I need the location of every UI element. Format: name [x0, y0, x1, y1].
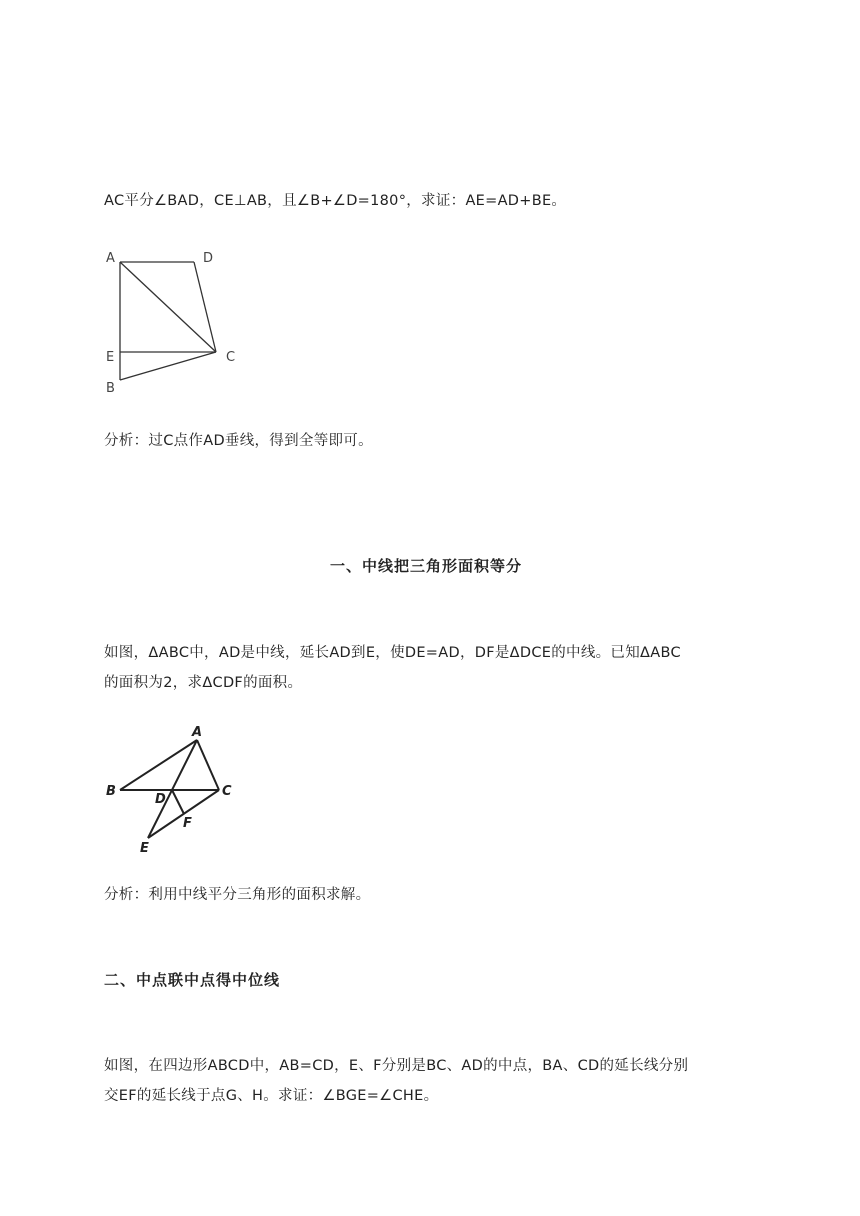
section1-analysis: 分析：利用中线平分三角形的面积求解。: [104, 887, 371, 903]
label-b: B: [106, 381, 115, 396]
label-a: A: [192, 725, 203, 740]
segment-bc: [120, 352, 216, 380]
label-b: B: [106, 784, 116, 799]
median-triangle-figure: [100, 720, 250, 860]
section1-statement-line2: 的面积为2，求ΔCDF的面积。: [104, 675, 303, 691]
label-c: C: [226, 350, 236, 365]
segment-df: [172, 790, 184, 814]
section1-statement-line1: 如图，ΔABC中，AD是中线，延长AD到E，使DE=AD，DF是ΔDCE的中线。已知ΔABC: [104, 645, 681, 661]
problem1-statement: AC平分∠BAD，CE⊥AB，且∠B+∠D=180°，求证：AE=AD+BE。: [104, 193, 567, 209]
segment-dc: [194, 262, 216, 352]
label-d: D: [203, 251, 214, 266]
section1-heading: 一、中线把三角形面积等分: [330, 557, 523, 575]
label-e: E: [140, 841, 149, 856]
segment-ac: [197, 740, 219, 790]
section2-statement-line2: 交EF的延长线于点G、H。求证：∠BGE=∠CHE。: [104, 1088, 439, 1104]
label-c: C: [222, 784, 232, 799]
label-d: D: [155, 792, 166, 807]
quadrilateral-figure: [100, 244, 250, 396]
segment-ac: [120, 262, 216, 352]
label-f: F: [183, 816, 192, 831]
section2-heading: 二、中点联中点得中位线: [104, 971, 281, 989]
label-a: A: [106, 251, 115, 266]
section2-statement-line1: 如图，在四边形ABCD中，AB=CD，E、F分别是BC、AD的中点，BA、CD的延长线分别: [104, 1058, 689, 1074]
problem1-analysis: 分析：过C点作AD垂线，得到全等即可。: [104, 433, 373, 449]
label-e: E: [106, 350, 115, 365]
